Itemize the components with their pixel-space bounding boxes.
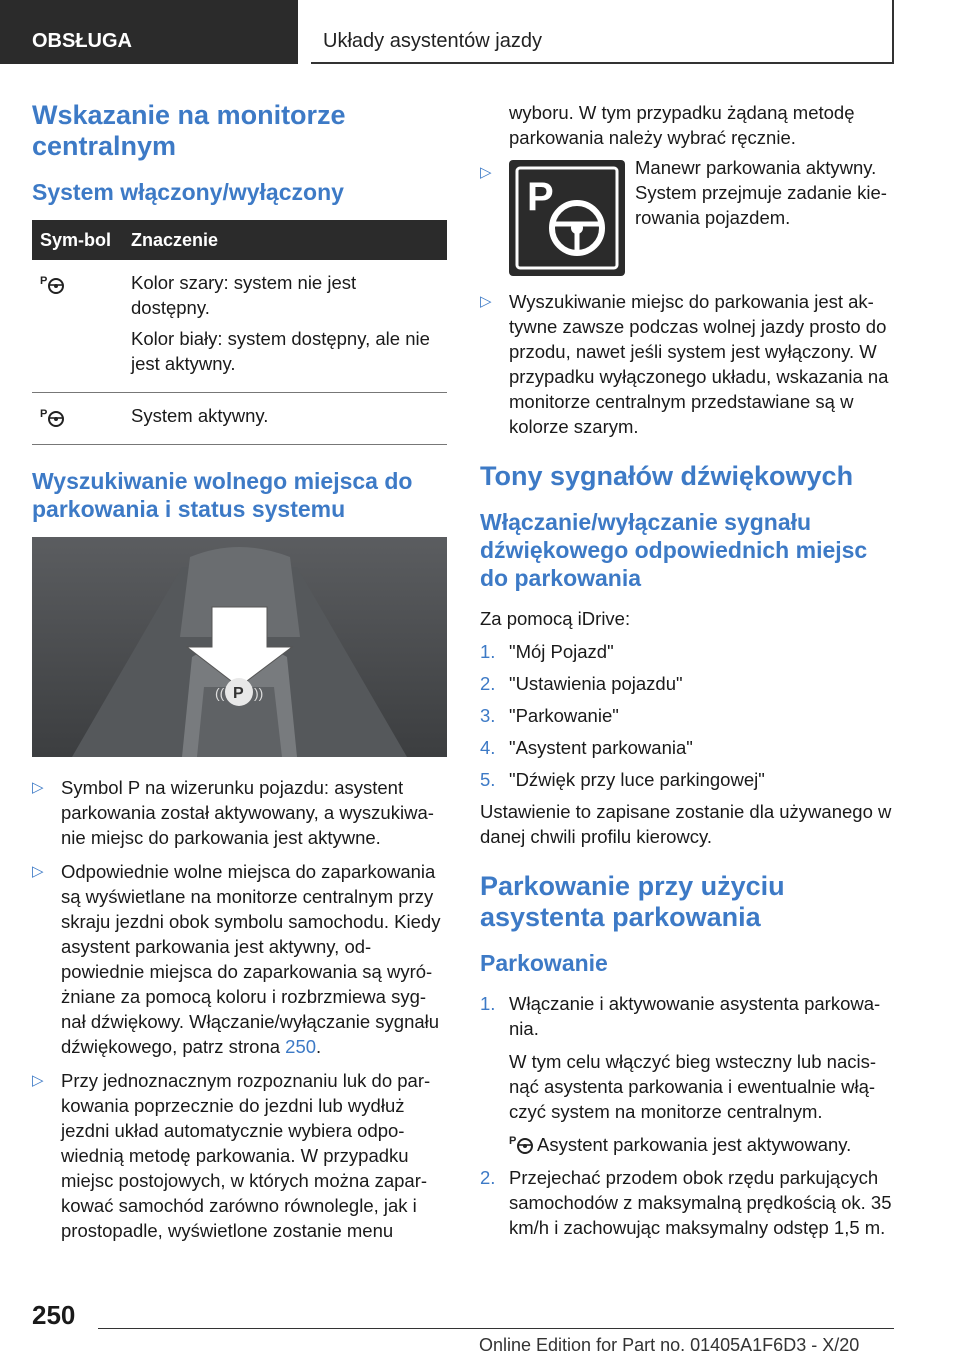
svg-text:P: P bbox=[40, 408, 48, 421]
heading-system-on-off: System włączony/wyłączony bbox=[32, 179, 344, 205]
header-section-label: OBSŁUGA bbox=[32, 30, 132, 52]
triangle-bullet-icon: ▷ bbox=[480, 164, 492, 181]
list-item: ▷ Odpowiednie wolne miejsca do zaparkowania są wyświetlane na monitorze centralnym przy skraju jezdni obok symbolu samochodu. Kiedy asystent parkowania jest aktywny, od-powiednie miejsca do zaparkowania są wyró-żniane za pomocą koloru i rozbrzmiewa syg-nał dźwiękowy. Włączanie/wyłączanie sygnału dźwiękowego, patrz strona 250. bbox=[32, 861, 441, 1057]
table-row bbox=[32, 393, 447, 445]
parking-maneuver-active-icon bbox=[509, 160, 625, 276]
list-item: 4. "Asystent parkowania" bbox=[480, 737, 693, 758]
svg-text:P: P bbox=[527, 175, 554, 219]
list-item: ▷ Symbol P na wizerunku pojazdu: asystent parkowania został aktywowany, a wyszukiwa-nie miejsc do parkowania jest aktywne. bbox=[32, 777, 434, 848]
svg-text:P: P bbox=[509, 1135, 517, 1147]
svg-text:((: (( bbox=[215, 685, 225, 701]
step1-icon-text: Asystent parkowania jest aktywowany. bbox=[537, 1134, 852, 1155]
col-symbol: Sym-bol bbox=[32, 220, 123, 260]
continued-text: wyboru. W tym przypadku żądaną metodę parkowania należy wybrać ręcznie. bbox=[509, 102, 855, 148]
row1-text1: Kolor szary: system nie jest dostępny. bbox=[131, 272, 357, 318]
header-title: Układy asystentów jazdy bbox=[323, 30, 542, 52]
heading-parking: Parkowanie bbox=[480, 950, 608, 976]
list-item: 1. "Mój Pojazd" bbox=[480, 641, 614, 662]
page-link[interactable]: 250 bbox=[285, 1036, 317, 1057]
parking-display-image bbox=[32, 537, 447, 757]
footer-divider bbox=[98, 1328, 894, 1329]
heading-parking-assistant: Parkowanie przy użyciu asystenta parkowania bbox=[480, 871, 785, 932]
svg-text:P: P bbox=[40, 275, 48, 288]
parking-assistant-icon bbox=[509, 1133, 535, 1155]
header-section bbox=[0, 0, 298, 64]
heading-tones-toggle: Włączanie/wyłączanie sygnału dźwiękowego odpowiednich miejsc do parkowania bbox=[480, 509, 868, 591]
triangle-bullet-icon: ▷ bbox=[32, 1072, 44, 1089]
right-column bbox=[480, 100, 895, 1247]
triangle-bullet-icon: ▷ bbox=[480, 293, 492, 310]
profile-note: Ustawienie to zapisane zostanie dla używanego w danej chwili profilu kierowcy. bbox=[480, 801, 892, 847]
heading-parking-search: Wyszukiwanie wolnego miejsca do parkowania i status systemu bbox=[32, 468, 413, 522]
list-item: 1. Włączanie i aktywowanie asystenta parkowa-nia. W tym celu włączyć bieg wsteczny lub nacis-nąć asystenta parkowania i ewentualnie włą-czyć system na monitorze centralnym. P Asystent parkowania jest aktywowany. bbox=[480, 991, 895, 1157]
svg-text:)): )) bbox=[254, 685, 264, 701]
svg-text:P: P bbox=[233, 685, 244, 702]
row1-text2: Kolor biały: system dostępny, ale nie jest aktywny. bbox=[131, 328, 430, 374]
header-title-box bbox=[311, 0, 894, 64]
list-item bbox=[480, 157, 895, 280]
page-number: 250 bbox=[32, 1300, 76, 1330]
heading-tones: Tony sygnałów dźwiękowych bbox=[480, 461, 854, 491]
list-item: 5. "Dźwięk przy luce parkingowej" bbox=[480, 769, 765, 790]
table-row bbox=[32, 260, 447, 393]
list-item: 2. Przejechać przodem obok rzędu parkujących samochodów z maksymalną prędkością ok. 35 km/h i zachowując maksymalny odstęp 1,5 m. bbox=[480, 1167, 892, 1238]
list-item: ▷ Przy jednoznacznym rozpoznaniu luk do par-kowania poprzecznie do jezdni lub wydłuż jezdni układ automatycznie wybiera odpo-wiednią metodę parkowania. W przypadku miejsc postojowych, w których można zapar-kować samochód zarówno równolegle, jak i prostopadle, wyświetlone zostanie menu bbox=[32, 1070, 431, 1241]
list-item: 3. "Parkowanie" bbox=[480, 705, 619, 726]
parking-assistant-gray-icon bbox=[40, 273, 66, 295]
car-display-illustration bbox=[32, 537, 447, 757]
maneuver-text: Manewr parkowania aktywny. System przejmuje zadanie kie-rowania pojazdem. bbox=[635, 157, 887, 228]
list-item: ▷ Wyszukiwanie miejsc do parkowania jest ak-tywne zawsze podczas wolnej jazdy prosto do przodu, nawet jeśli system jest wyłączony. W przypadku wyłączonego układu, wskazania na monitorze centralnym przedstawiane są w kolorze szarym. bbox=[480, 291, 889, 437]
parking-assistant-active-icon bbox=[40, 406, 66, 428]
col-meaning: Znaczenie bbox=[123, 220, 447, 260]
step1-detail: W tym celu włączyć bieg wsteczny lub nacis-nąć asystenta parkowania i ewentualnie włą-czyć system na monitorze centralnym. bbox=[509, 1051, 877, 1122]
triangle-bullet-icon: ▷ bbox=[32, 779, 44, 796]
edition-text: Online Edition for Part no. 01405A1F6D3 - X/20 bbox=[479, 1335, 860, 1355]
triangle-bullet-icon: ▷ bbox=[32, 863, 44, 880]
idrive-intro: Za pomocą iDrive: bbox=[480, 608, 631, 629]
list-item: 2. "Ustawienia pojazdu" bbox=[480, 673, 683, 694]
row2-text1: System aktywny. bbox=[131, 405, 269, 426]
heading-central-monitor: Wskazanie na monitorze centralnym bbox=[32, 100, 346, 161]
left-column bbox=[32, 100, 447, 1252]
symbol-table bbox=[32, 220, 447, 445]
